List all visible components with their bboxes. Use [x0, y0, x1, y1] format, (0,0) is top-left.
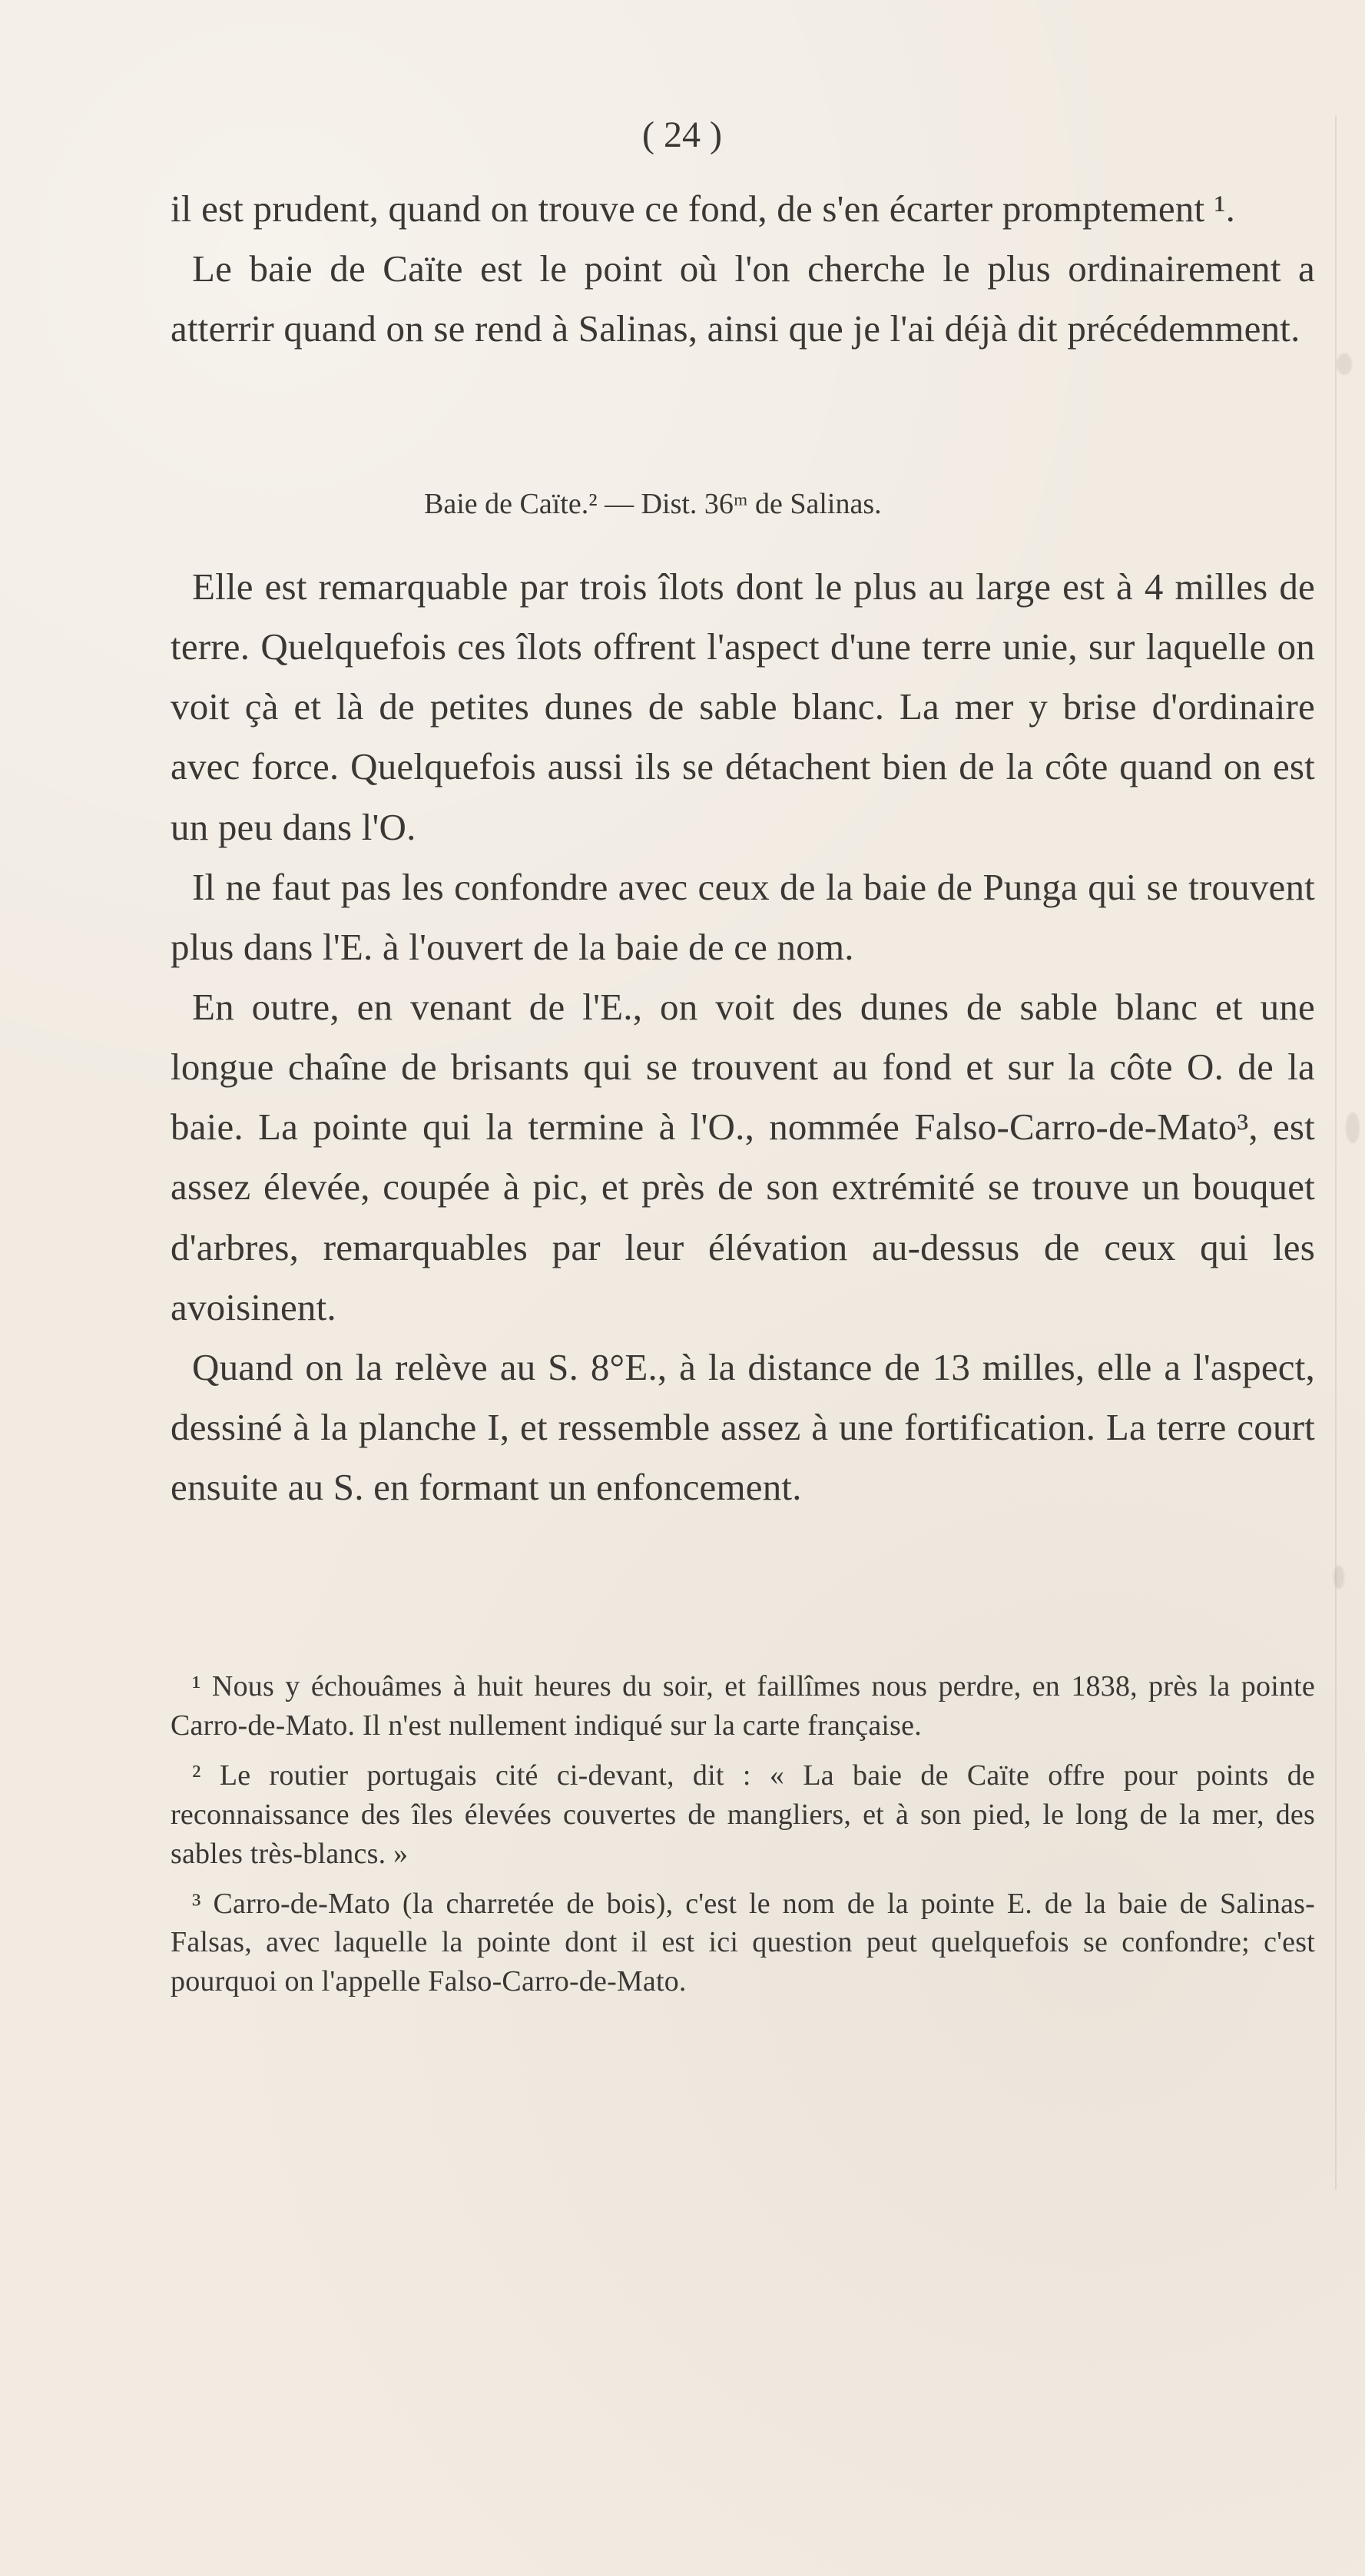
body-paragraph: Il ne faut pas les confondre avec ceux de la baie de Punga qui se trouvent plus dans l'E. à l'ouvert de la baie de ce nom. [171, 865, 1315, 968]
body-paragraph: Quand on la relève au S. 8°E., à la distance de 13 milles, elle a l'aspect, dessiné à la planche I, et ressemble assez à une fortification. La terre court ensuite au S. en formant un enfoncement. [171, 1345, 1315, 1509]
footnote: ¹ Nous y échouâmes à huit heures du soir, et faillîmes nous perdre, en 1838, près la pointe Carro-de-Mato. Il n'est nullement indiqué sur la carte française. [171, 1670, 1315, 1742]
footnote: ² Le routier portugais cité ci-devant, dit : « La baie de Caïte offre pour points de reconnaissance des îles élevées couvertes de mangliers, et à son pied, le long de la mer, des sables très-blancs. » [171, 1759, 1315, 1870]
body-paragraph: Elle est remarquable par trois îlots dont le plus au large est à 4 milles de terre. Quelquefois ces îlots offrent l'aspect d'une terre unie, sur laquelle on voit çà et là de petites dunes de sable blanc. La mer y brise d'ordinaire avec force. Quelquefois aussi ils se détachent bien de la côte quand on est un peu dans l'O. [171, 565, 1315, 848]
opening-text-block [171, 179, 1315, 359]
footnotes-block [171, 1667, 1315, 2012]
page-number: ( 24 ) [642, 114, 722, 155]
footnote: ³ Carro-de-Mato (la charretée de bois), c'est le nom de la pointe E. de la baie de Salinas-Falsas, avec laquelle la pointe dont il est ici question peut quelquefois se confondre; c'est pourquoi on l'appelle Falso-Carro-de-Mato. [171, 1887, 1315, 1998]
paper-smudge [1337, 353, 1352, 375]
paper-smudge [1346, 1112, 1360, 1143]
paper-smudge [1334, 1566, 1344, 1589]
page-edge-shadow [1335, 115, 1360, 2190]
opening-paragraph: Le baie de Caïte est le point où l'on cherche le plus ordinairement a atterrir quand on se rend à Salinas, ainsi que je l'ai déjà dit précédemment. [171, 247, 1315, 350]
body-paragraph: En outre, en venant de l'E., on voit des dunes de sable blanc et une longue chaîne de brisants qui se trouvent au fond et sur la côte O. de la baie. La pointe qui la termine à l'O., nommée Falso-Carro-de-Mato³, est assez élevée, coupée à pic, et près de son extrémité se trouve un bouquet d'arbres, remarquables par leur élévation au-dessus de ceux qui les avoisinent. [171, 985, 1315, 1328]
opening-paragraph: il est prudent, quand on trouve ce fond, de s'en écarter promptement ¹. [171, 187, 1236, 230]
main-text-block [171, 557, 1315, 1517]
section-heading: Baie de Caïte.² — Dist. 36ᵐ de Salinas. [424, 488, 882, 520]
